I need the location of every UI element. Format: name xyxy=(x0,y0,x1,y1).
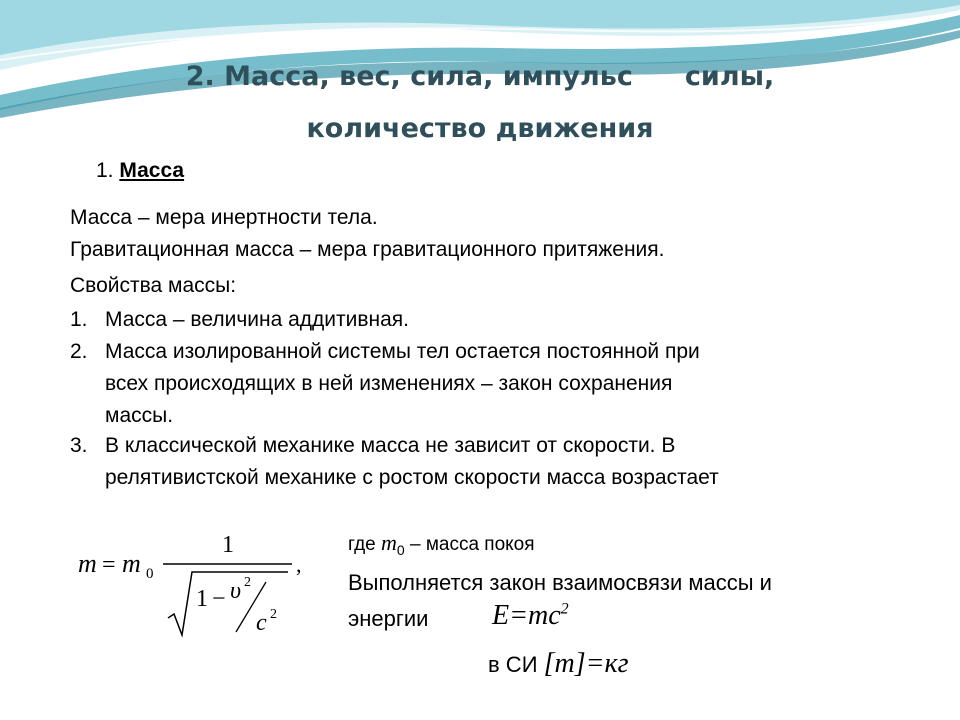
list-item-line: Масса изолированной системы тел остается постоянной при xyxy=(105,340,700,363)
formula-c: c xyxy=(256,610,267,636)
list-item-line: всех происходящих в ней изменениях – закон сохранения xyxy=(105,372,673,395)
emc-text: E=mc xyxy=(492,600,561,631)
definition-line: Гравитационная масса – мера гравитационного притяжения. xyxy=(70,238,665,261)
properties-heading: Свойства массы: xyxy=(70,274,237,297)
title-text-left: 2. Масса, вес, сила, импульс xyxy=(185,61,633,92)
si-unit-line xyxy=(488,648,629,680)
formula-lhs: m xyxy=(78,549,97,578)
sqrt-sign xyxy=(168,572,288,635)
relativistic-mass-formula xyxy=(60,520,320,650)
list-item xyxy=(105,304,905,336)
si-unit: [m]=кг xyxy=(543,648,629,679)
mass-energy-law-line1: Выполняется закон взаимосвязи массы и xyxy=(348,570,772,595)
definition-line: Масса – мера инертности тела. xyxy=(70,206,378,229)
formula-minus: − xyxy=(212,586,226,612)
list-item-line: Масса – величина аддитивная. xyxy=(105,308,410,331)
list-number: 1. xyxy=(70,308,88,331)
formula-comma: , xyxy=(296,552,302,577)
list-item-line: релятивистской механике с ростом скорости масса возрастает xyxy=(105,466,719,489)
list-number: 3. xyxy=(70,434,88,457)
section-number: 1. xyxy=(96,159,114,182)
mass-energy-law-line2: энергии xyxy=(348,606,429,631)
section-heading xyxy=(96,159,184,183)
formula-c-exp: 2 xyxy=(270,607,277,622)
emc-exp: 2 xyxy=(560,600,569,618)
formula-velocity-exp: 2 xyxy=(244,575,251,590)
list-item xyxy=(105,430,905,494)
formula-equals: = xyxy=(102,552,116,578)
formula-one: 1 xyxy=(196,586,208,612)
si-prefix: в СИ xyxy=(488,652,538,677)
formula-velocity: υ xyxy=(230,578,242,604)
title-text-right: силы, xyxy=(684,61,775,92)
rest-mass-note xyxy=(348,530,535,558)
rest-mass-sub: 0 xyxy=(396,541,405,558)
list-item-line: В классической механике масса не зависит от скорости. В xyxy=(105,434,676,457)
formula-m0-sub: 0 xyxy=(146,566,154,582)
rest-mass-text: – масса покоя xyxy=(409,534,535,555)
formula-numerator: 1 xyxy=(222,532,234,558)
list-item xyxy=(105,336,905,432)
slide-title-line1 xyxy=(0,60,960,94)
section-title: Масса xyxy=(119,159,185,182)
list-number: 2. xyxy=(70,340,88,363)
slide-title-line2: количество движения xyxy=(306,113,654,144)
formula-m0: m xyxy=(122,549,141,578)
mass-energy-equation xyxy=(492,600,569,632)
where-prefix: где xyxy=(348,534,376,555)
rest-mass-symbol: m xyxy=(381,530,397,555)
list-item-line: массы. xyxy=(105,404,174,427)
